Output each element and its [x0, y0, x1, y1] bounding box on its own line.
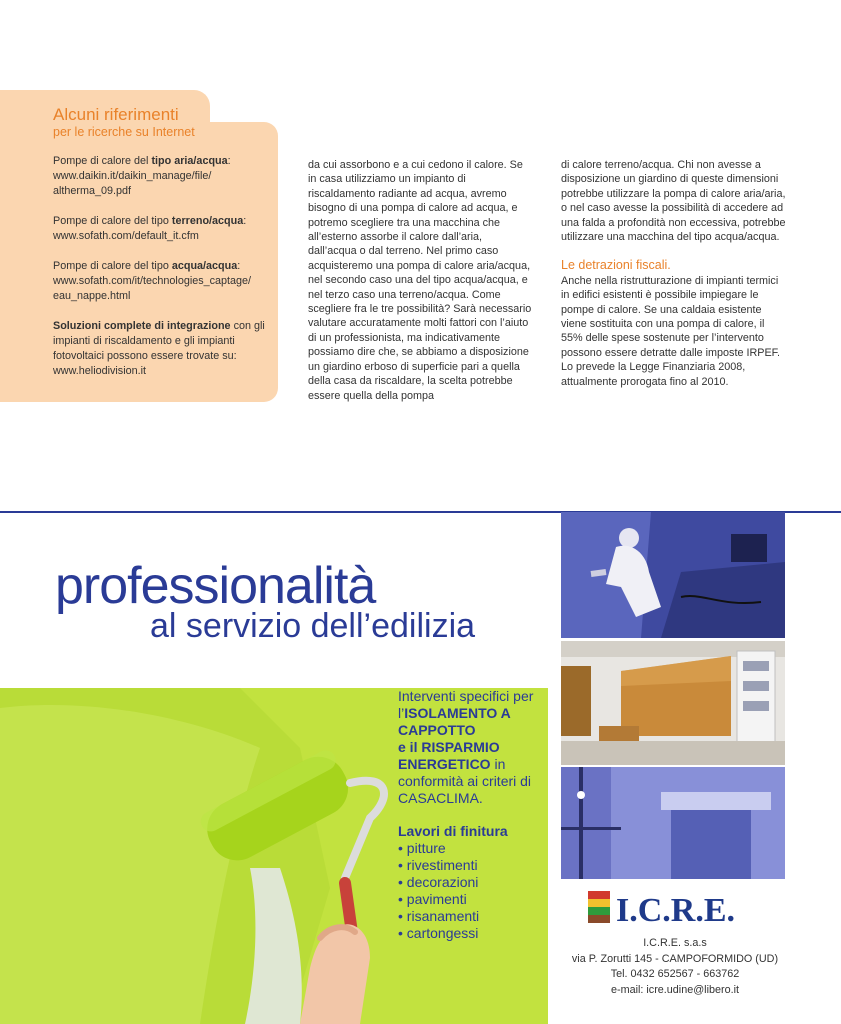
company-phone: Tel. 0432 652567 - 663762 [610, 968, 740, 980]
subheading: Le detrazioni fiscali. [561, 258, 671, 273]
paragraph: di calore terreno/acqua. Chi non avesse a disposizione un giardino di queste dimensioni potrebbe utilizzare la pompa di calore aria/aria, o nel caso avesse la possibilità di accedere ad una falda a profondità non eccessiva, potrebbe utilizzare una macchina del tipo acqua/acqua. [561, 159, 786, 244]
refs-list [53, 154, 275, 394]
photo-showroom [561, 641, 785, 765]
icre-logo [588, 885, 758, 929]
list-item: • risanamenti [398, 908, 480, 924]
company-email[interactable]: e-mail: icre.udine@libero.it [611, 983, 739, 996]
services-intro: Interventi specifici per l’ISOLAMENTO A CAPPOTTO e il RISPARMIO ENERGETICO in conformità ai criteri di CASACLIMA. [398, 688, 534, 806]
paragraph: da cui assorbono e a cui cedono il calore. Se in casa utilizziamo un impianto di riscaldamento radiante ad acqua, avremo bisogno di una pompa di calore ad acqua, e potremo scegliere tra una macchina che all’esterno assorbe il calore dall’aria, dall’acqua o dal terreno. Nel primo caso acquisteremo una pompa di calore aria/acqua, nel secondo caso una del tipo acqua/acqua, e nel terzo caso una terreno/acqua. Come scegliere fra le tre possibilità? Sarà necessario valutare accuratamente molti fattori con l’aiuto di un professionista, ma indicativamente possiamo dire che, se abbiamo a disposizione un giardino erboso di superficie pari a quella della casa da riscaldare, la scelta potrebbe essere quella della pompa [308, 159, 532, 402]
ref-link[interactable]: altherma_09.pdf [53, 185, 132, 197]
company-contact [550, 936, 800, 998]
refs-title: Alcuni riferimenti [53, 105, 179, 124]
ref-link[interactable]: www.sofath.com/default_it.cfm [53, 230, 199, 242]
refs-subtitle: per le ricerche su Internet [53, 125, 195, 139]
ref-item: Pompe di calore del tipo acqua/acqua: www.sofath.com/it/technologies_captage/ eau_nappe.html [53, 260, 252, 302]
ad-subheadline: al servizio dell’edilizia [150, 607, 476, 645]
photo-facade-insulation [561, 767, 785, 879]
ref-final: Soluzioni complete di integrazione con gli impianti di riscaldamento e gli impianti fotovoltaici possono essere trovate su: www.heliodivision.it [53, 320, 265, 377]
services-panel [398, 688, 548, 942]
list-item: • cartongessi [398, 925, 479, 941]
finish-list [398, 840, 548, 942]
ref-link[interactable]: www.sofath.com/it/technologies_captage/ [53, 275, 252, 287]
paragraph: Anche nella ristrutturazione di impianti termici in edifici esistenti è possibile impiegare le pompe di calore. Se una caldaia esistente viene sostituita con una pompa di calore, il 55% delle spese sostenute per l’intervento possono essere detratte dalle imposte IRPEF. Lo prevede la Legge Finanziaria 2008, attualmente prorogata fino al 2010. [561, 274, 781, 388]
ref-item: Pompe di calore del tipo aria/acqua: www.daikin.it/daikin_manage/file/ altherma_09.pdf [53, 155, 231, 197]
ref-link[interactable]: www.daikin.it/daikin_manage/file/ [53, 170, 212, 182]
ref-link[interactable]: eau_nappe.html [53, 290, 131, 302]
article-column-2 [308, 158, 533, 403]
ref-item: Pompe di calore del tipo terreno/acqua: www.sofath.com/default_it.cfm [53, 215, 247, 242]
list-item: • pitture [398, 840, 446, 856]
company-name: I.C.R.E. s.a.s [643, 937, 707, 949]
ad-headline: professionalità [55, 557, 376, 615]
photo-worker-spraying [561, 512, 785, 638]
list-item: • pavimenti [398, 891, 467, 907]
finish-title: Lavori di finitura [398, 823, 508, 839]
article-column-3 [561, 158, 789, 389]
ref-link[interactable]: www.heliodivision.it [53, 365, 147, 377]
logo-lettering: I.C.R.E. [616, 892, 736, 929]
list-item: • decorazioni [398, 874, 479, 890]
company-address: via P. Zorutti 145 - CAMPOFORMIDO (UD) [571, 952, 779, 965]
list-item: • rivestimenti [398, 857, 478, 873]
